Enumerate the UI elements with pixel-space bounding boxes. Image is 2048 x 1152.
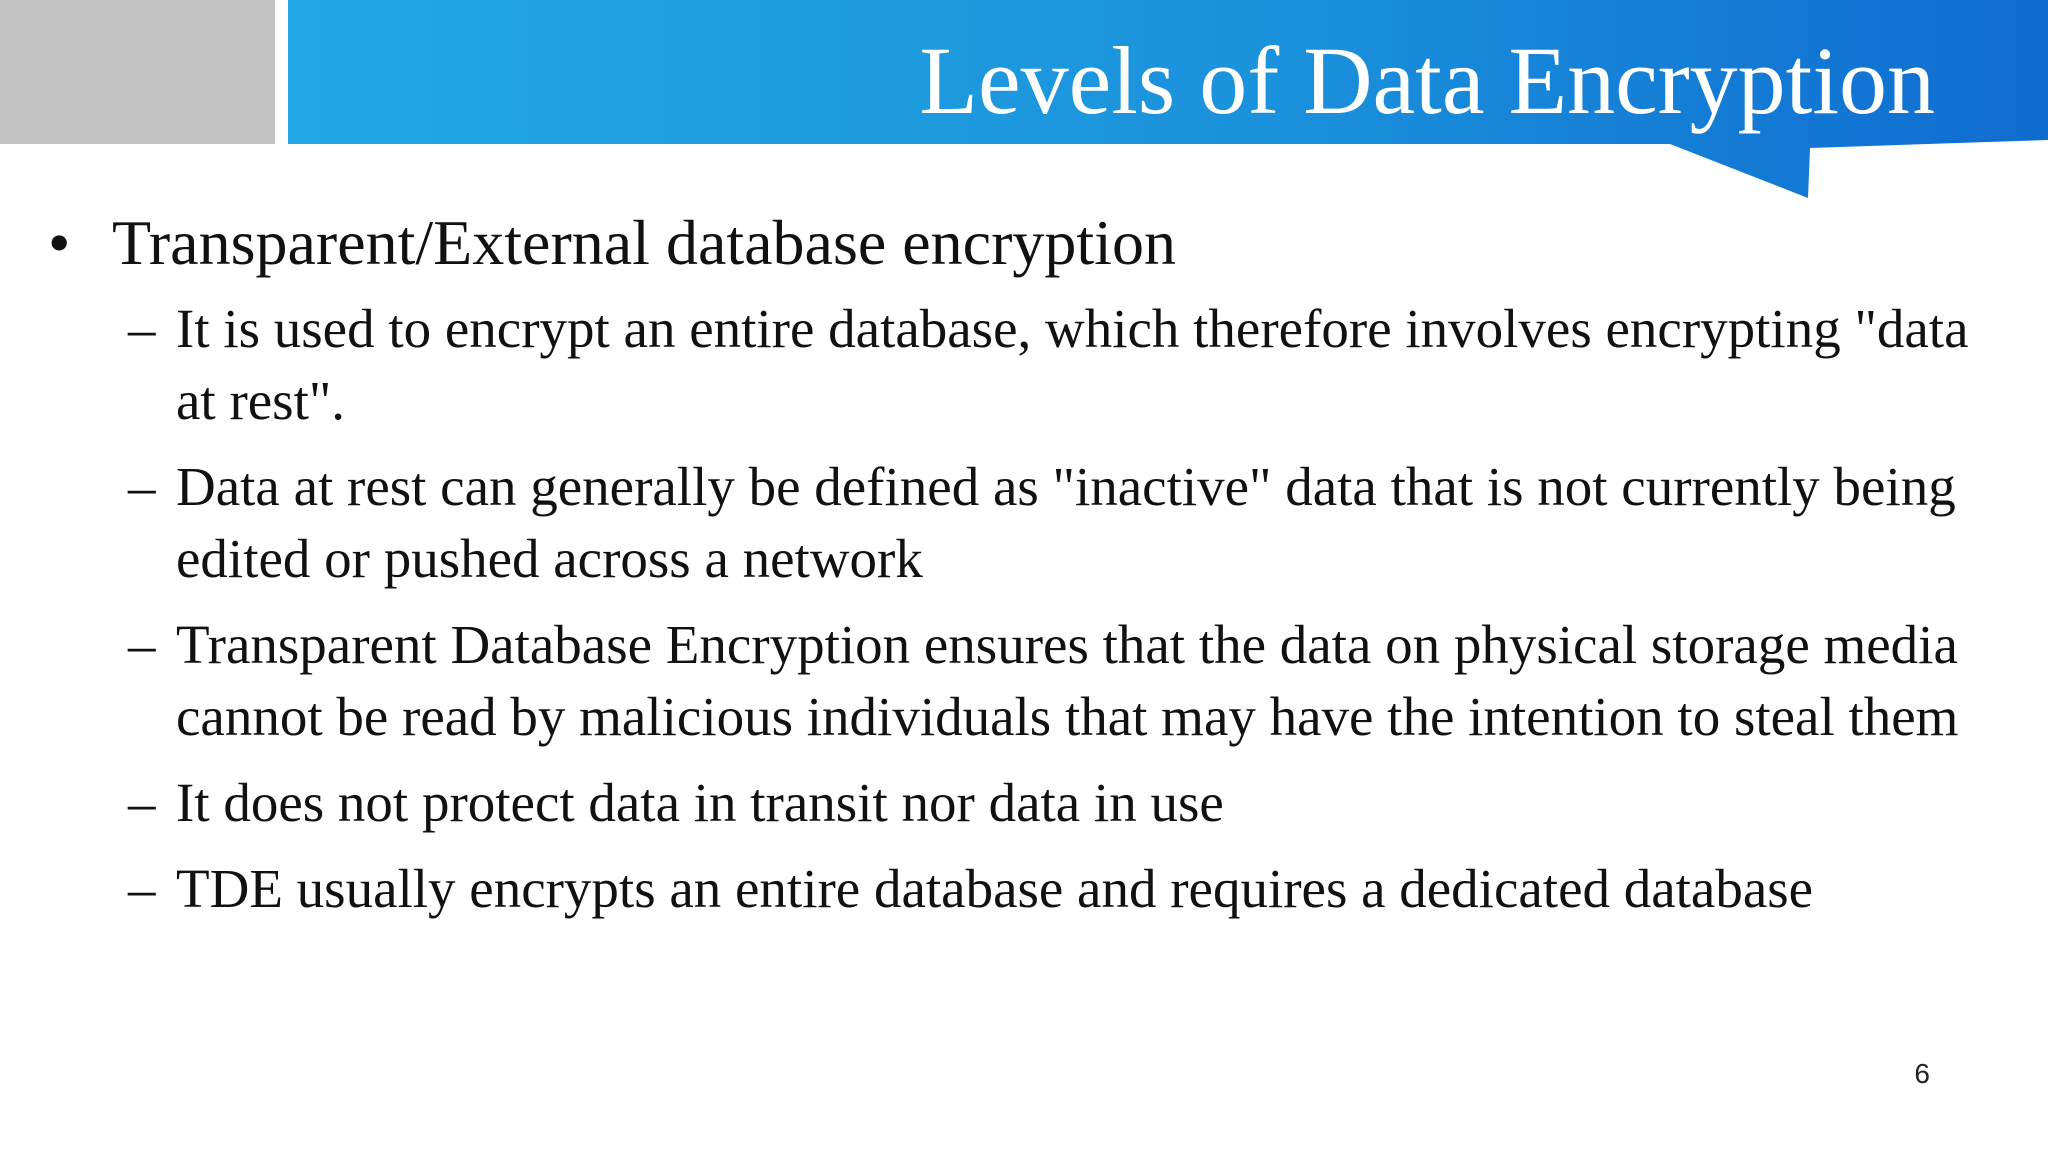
- bullet-text: Transparent/External database encryption: [112, 207, 1176, 278]
- sub-bullet-item: [128, 767, 2006, 839]
- page-number: 6: [1914, 1058, 1930, 1089]
- dash-marker: –: [128, 298, 156, 359]
- sub-bullet-item: [128, 853, 2006, 925]
- sub-bullet-item: [128, 451, 2006, 595]
- sub-bullet-list: [0, 293, 2048, 925]
- sub-bullet-text: Transparent Database Encryption ensures that the data on physical storage media cannot be read by malicious individuals that may have the intention to steal them: [176, 614, 1959, 747]
- sub-bullet-text: It does not protect data in transit nor data in use: [176, 772, 1224, 833]
- sub-bullet-text: TDE usually encrypts an entire database and requires a dedicated database: [176, 858, 1814, 919]
- sub-bullet-item: [128, 293, 2006, 437]
- sub-bullet-text: Data at rest can generally be defined as "inactive" data that is not currently being edited or pushed across a network: [176, 456, 1956, 589]
- dash-marker: –: [128, 614, 156, 675]
- dash-marker: –: [128, 772, 156, 833]
- bullet-item: [48, 205, 2048, 281]
- slide-title: Levels of Data Encryption: [919, 27, 1935, 134]
- dash-marker: –: [128, 858, 156, 919]
- slide-content: [0, 205, 2048, 939]
- dash-marker: –: [128, 456, 156, 517]
- bullet-marker: •: [48, 207, 71, 278]
- sub-bullet-item: [128, 609, 2006, 753]
- sub-bullet-text: It is used to encrypt an entire database, which therefore involves encrypting "data at rest".: [176, 298, 1969, 431]
